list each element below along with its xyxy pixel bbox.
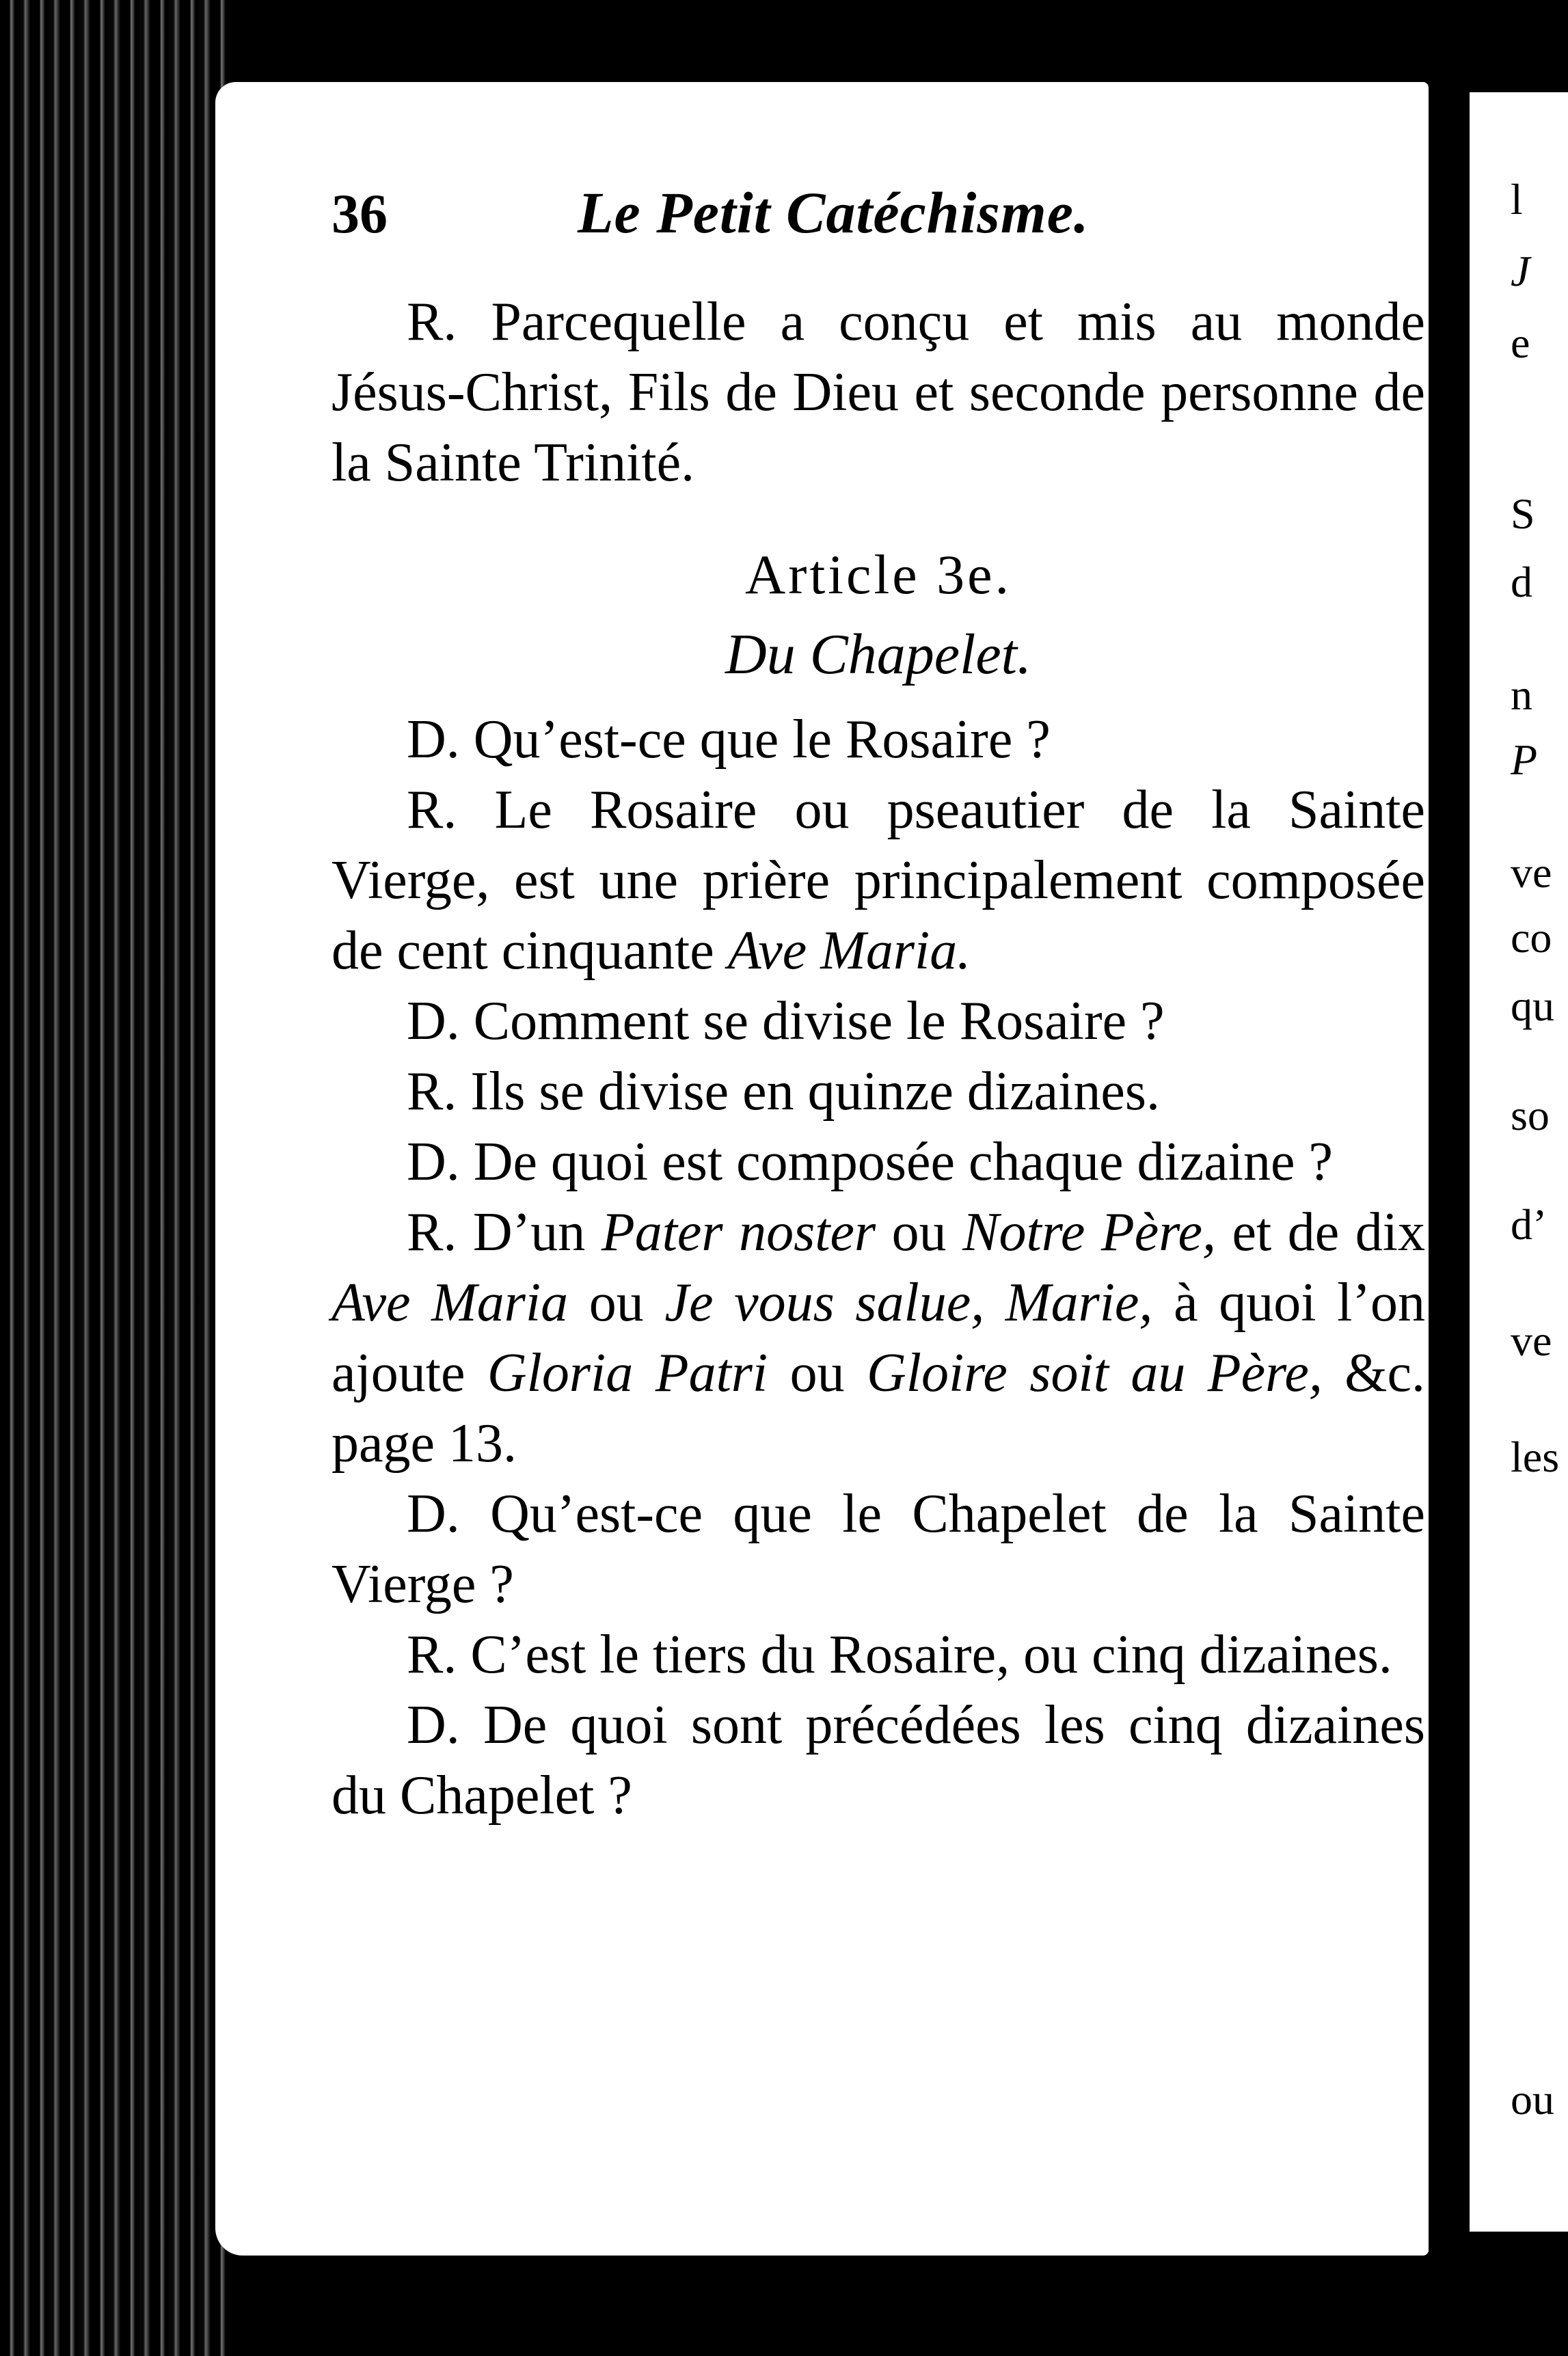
page-gutter [1429, 0, 1470, 2356]
answer-italic: Gloria Patri [487, 1343, 768, 1403]
answer-text: ou [789, 1343, 845, 1403]
adjacent-page [1470, 92, 1568, 2232]
adjacent-fragment: P [1511, 735, 1538, 784]
answer-paragraph: R. C’est le tiers du Rosaire, ou cinq dizaines. [407, 1625, 1392, 1685]
answer-paragraph: R. Ils se divise en quinze dizaines. [407, 1061, 1160, 1122]
book-spine [0, 0, 226, 2356]
adjacent-fragment: les [1511, 1433, 1560, 1481]
question-paragraph: D. De quoi est composée chaque dizaine ? [407, 1132, 1334, 1192]
page-edge [287, 2225, 1449, 2252]
answer-italic: Pater noster [601, 1202, 876, 1262]
adjacent-fragment: co [1511, 913, 1552, 962]
section-gap [332, 498, 1425, 539]
adjacent-fragment: ve [1511, 1316, 1552, 1365]
answer-paragraph: R. Parcequelle a conçu et mis au monde Jésus-Christ, Fils de Dieu et seconde personne de la Sainte Trinité. [332, 292, 1425, 493]
answer-paragraph [332, 775, 1425, 986]
answer-text: &c. page 13. [332, 1343, 1426, 1474]
answer-italic: Ave Maria. [727, 921, 971, 981]
adjacent-fragment: l [1511, 175, 1523, 224]
article-heading: Article 3e. [744, 543, 1012, 606]
adjacent-fragment: d’ [1511, 1200, 1547, 1249]
answer-text: ou [891, 1202, 947, 1262]
question-paragraph: D. Comment se divise le Rosaire ? [407, 991, 1165, 1051]
question-paragraph: D. De quoi sont précédées les cinq dizaines du Chapelet ? [332, 1695, 1425, 1826]
adjacent-fragment: n [1511, 671, 1532, 719]
page-text [332, 178, 1425, 1831]
answer-italic: Je vous salue, Marie, [664, 1273, 1153, 1333]
article-subtitle: Du Chapelet. [725, 623, 1031, 686]
adjacent-fragment: J [1511, 247, 1530, 295]
answer-italic: Ave Maria [332, 1273, 569, 1333]
answer-paragraph [332, 1197, 1425, 1479]
adjacent-fragment: S [1511, 489, 1535, 538]
question-paragraph: D. Qu’est-ce que le Chapelet de la Sainte Vierge ? [332, 1484, 1425, 1614]
adjacent-fragment: so [1511, 1091, 1550, 1139]
adjacent-fragment: qu [1511, 981, 1554, 1030]
answer-italic: Gloire soit au Père, [867, 1343, 1323, 1403]
answer-text: ou [589, 1273, 644, 1333]
running-title: Le Petit Catéchisme. [578, 180, 1090, 245]
answer-text: R. Le Rosaire ou pseautier de la Sainte Vierge, est une prière principalement composée de cent cinquante [332, 780, 1425, 981]
answer-text: et de dix [1232, 1202, 1426, 1262]
answer-text: R. D’un [407, 1202, 586, 1262]
adjacent-fragment: d [1511, 558, 1532, 606]
adjacent-fragment: ve [1511, 848, 1552, 897]
answer-italic: Notre Père, [962, 1202, 1216, 1262]
adjacent-fragment: ou [1511, 2075, 1554, 2124]
adjacent-fragment: e [1511, 319, 1530, 367]
page-number: 36 [332, 182, 388, 245]
question-paragraph: D. Qu’est-ce que le Rosaire ? [407, 709, 1051, 770]
page-header [332, 178, 1425, 260]
answer-text: à quoi l’on ajoute [332, 1273, 1426, 1403]
